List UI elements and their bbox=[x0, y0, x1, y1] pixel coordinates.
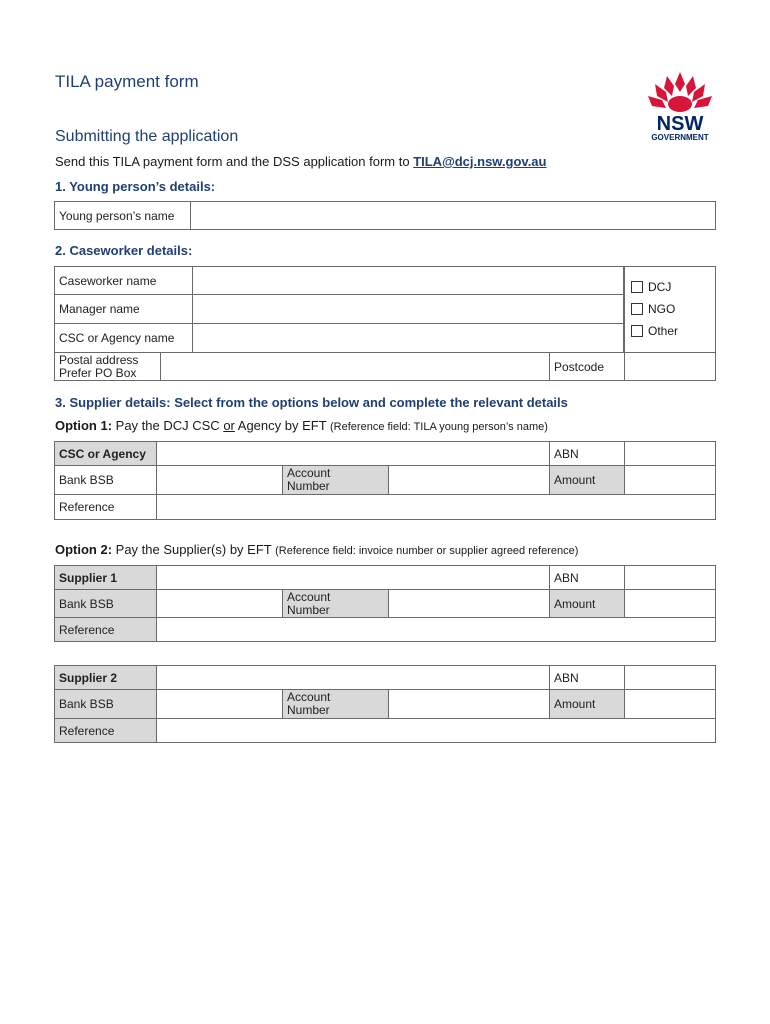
young-person-name-label: Young person’s name bbox=[54, 201, 191, 230]
table3-account-line1: Account bbox=[287, 690, 331, 704]
table3-account-line2: Number bbox=[287, 703, 330, 717]
page-title: TILA payment form bbox=[55, 72, 199, 91]
option1-desc-b: Agency by EFT bbox=[234, 418, 331, 433]
young-person-name-field[interactable] bbox=[190, 201, 716, 230]
table2-bsb-field[interactable] bbox=[156, 589, 283, 618]
table2-account-line1: Account bbox=[287, 590, 331, 604]
dcj-checkbox[interactable] bbox=[631, 281, 643, 293]
table2-abn-label: ABN bbox=[549, 565, 625, 590]
table1-bsb-label: Bank BSB bbox=[54, 465, 157, 495]
option2-reference-note: (Reference field: invoice number or supplier agreed reference) bbox=[275, 545, 579, 557]
table3-name-field[interactable] bbox=[156, 665, 550, 690]
table1-reference-field[interactable] bbox=[156, 494, 716, 520]
caseworker-name-field[interactable] bbox=[192, 266, 624, 295]
waratah-icon bbox=[640, 70, 720, 145]
postal-address-label-line1: Postal address bbox=[59, 353, 139, 367]
csc-agency-name-field[interactable] bbox=[192, 323, 624, 353]
table3-header: Supplier 2 bbox=[54, 665, 157, 690]
option-dcj[interactable] bbox=[631, 280, 671, 294]
postcode-field[interactable] bbox=[624, 352, 716, 381]
table2-amount-label: Amount bbox=[549, 589, 625, 618]
manager-name-field[interactable] bbox=[192, 294, 624, 324]
table2-header: Supplier 1 bbox=[54, 565, 157, 590]
table1-account-label bbox=[282, 465, 389, 495]
other-label: Other bbox=[648, 324, 679, 338]
table1-header: CSC or Agency bbox=[54, 441, 157, 466]
table1-amount-label: Amount bbox=[549, 465, 625, 495]
option1-label: Option 1: bbox=[55, 418, 113, 433]
csc-agency-name-label: CSC or Agency name bbox=[54, 323, 193, 353]
other-checkbox[interactable] bbox=[631, 325, 643, 337]
table3-abn-field[interactable] bbox=[624, 665, 716, 690]
postal-address-label-line2: Prefer PO Box bbox=[59, 366, 137, 380]
postal-address-field[interactable] bbox=[160, 352, 550, 381]
postal-address-label bbox=[54, 352, 161, 381]
table2-account-line2: Number bbox=[287, 603, 330, 617]
option1-desc-a: Pay the DCJ CSC bbox=[112, 418, 224, 433]
table2-name-field[interactable] bbox=[156, 565, 550, 590]
table3-amount-label: Amount bbox=[549, 689, 625, 719]
caseworker-name-label: Caseworker name bbox=[54, 266, 193, 295]
table1-account-field[interactable] bbox=[388, 465, 550, 495]
table3-reference-field[interactable] bbox=[156, 718, 716, 743]
table1-abn-field[interactable] bbox=[624, 441, 716, 466]
option-other[interactable] bbox=[631, 324, 678, 338]
table1-name-field[interactable] bbox=[156, 441, 550, 466]
table1-reference-label: Reference bbox=[54, 494, 157, 520]
table3-abn-label: ABN bbox=[549, 665, 625, 690]
email-link[interactable]: TILA@dcj.nsw.gov.au bbox=[413, 154, 547, 169]
ngo-checkbox[interactable] bbox=[631, 303, 643, 315]
table1-bsb-field[interactable] bbox=[156, 465, 283, 495]
table1-amount-field[interactable] bbox=[624, 465, 716, 495]
logo-sub-text: GOVERNMENT bbox=[651, 133, 709, 142]
table2-reference-field[interactable] bbox=[156, 617, 716, 642]
option2-text bbox=[55, 542, 578, 557]
manager-name-label: Manager name bbox=[54, 294, 193, 324]
section-subtitle: Submitting the application bbox=[55, 128, 239, 145]
section2-heading: 2. Caseworker details: bbox=[55, 243, 193, 258]
postcode-label: Postcode bbox=[549, 352, 625, 381]
section3-heading: 3. Supplier details: Select from the options below and complete the relevant details bbox=[55, 395, 568, 410]
table1-account-line2: Number bbox=[287, 479, 330, 493]
table1-account-line1: Account bbox=[287, 466, 331, 480]
table2-amount-field[interactable] bbox=[624, 589, 716, 618]
table2-account-label bbox=[282, 589, 389, 618]
option-ngo[interactable] bbox=[631, 302, 675, 316]
table3-bsb-field[interactable] bbox=[156, 689, 283, 719]
table3-account-label bbox=[282, 689, 389, 719]
nsw-government-logo bbox=[640, 70, 720, 145]
section1-heading: 1. Young person’s details: bbox=[55, 179, 216, 194]
ngo-label: NGO bbox=[648, 302, 676, 316]
send-text: Send this TILA payment form and the DSS application form to bbox=[55, 154, 414, 169]
option1-or: or bbox=[223, 418, 235, 433]
option2-desc: Pay the Supplier(s) by EFT bbox=[112, 542, 276, 557]
send-instructions bbox=[55, 154, 546, 169]
table3-reference-label: Reference bbox=[54, 718, 157, 743]
dcj-label: DCJ bbox=[648, 280, 672, 294]
table2-reference-label: Reference bbox=[54, 617, 157, 642]
table1-abn-label: ABN bbox=[549, 441, 625, 466]
logo-main-text: NSW bbox=[656, 113, 704, 135]
table3-amount-field[interactable] bbox=[624, 689, 716, 719]
option1-text bbox=[55, 418, 548, 433]
option2-label: Option 2: bbox=[55, 542, 113, 557]
table2-account-field[interactable] bbox=[388, 589, 550, 618]
table2-bsb-label: Bank BSB bbox=[54, 589, 157, 618]
table3-account-field[interactable] bbox=[388, 689, 550, 719]
table2-abn-field[interactable] bbox=[624, 565, 716, 590]
option1-reference-note: (Reference field: TILA young person’s name) bbox=[330, 421, 548, 433]
table3-bsb-label: Bank BSB bbox=[54, 689, 157, 719]
